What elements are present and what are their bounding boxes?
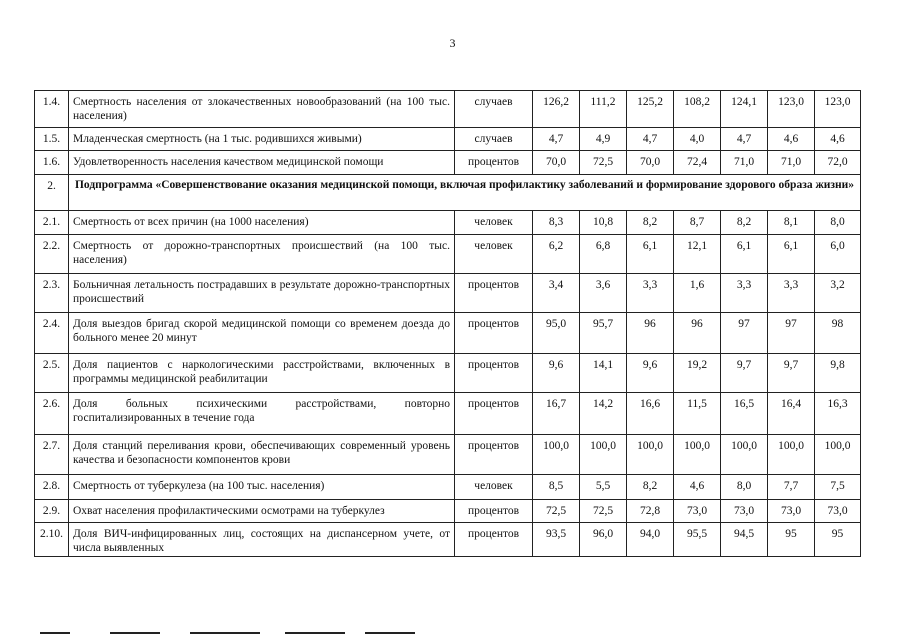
indicator-name: Удовлетворенность населения качеством медицинской помощи — [69, 151, 455, 175]
indicators-table — [34, 90, 861, 557]
value-cell: 100,0 — [580, 435, 627, 475]
value-cell: 70,0 — [627, 151, 674, 175]
value-cell: 16,3 — [815, 393, 861, 435]
section-row — [35, 175, 861, 211]
value-cell: 100,0 — [533, 435, 580, 475]
indicator-name: Доля станций переливания крови, обеспечивающих современный уровень качества и безопасности компонентов крови — [69, 435, 455, 475]
value-cell: 72,5 — [580, 500, 627, 523]
value-cell: 72,0 — [815, 151, 861, 175]
value-cell: 14,2 — [580, 393, 627, 435]
value-cell: 8,1 — [768, 211, 815, 235]
value-cell: 3,2 — [815, 274, 861, 313]
unit-cell: процентов — [455, 500, 533, 523]
value-cell: 94,5 — [721, 523, 768, 557]
value-cell: 72,4 — [674, 151, 721, 175]
value-cell: 5,5 — [580, 475, 627, 500]
value-cell: 19,2 — [674, 354, 721, 393]
value-cell: 6,1 — [768, 235, 815, 274]
row-number: 2.10. — [35, 523, 69, 557]
indicator-name: Больничная летальность пострадавших в результате дорожно-транспортных происшествий — [69, 274, 455, 313]
row-number: 2.7. — [35, 435, 69, 475]
value-cell: 108,2 — [674, 91, 721, 128]
value-cell: 8,5 — [533, 475, 580, 500]
value-cell: 100,0 — [768, 435, 815, 475]
value-cell: 1,6 — [674, 274, 721, 313]
table-row — [35, 91, 861, 128]
unit-cell: человек — [455, 475, 533, 500]
table-row — [35, 128, 861, 151]
value-cell: 96 — [674, 313, 721, 354]
value-cell: 98 — [815, 313, 861, 354]
value-cell: 16,6 — [627, 393, 674, 435]
unit-cell: процентов — [455, 151, 533, 175]
section-title: Подпрограмма «Совершенствование оказания медицинской помощи, включая профилактику заболеваний и формирование здорового образа жизни» — [69, 175, 861, 211]
value-cell: 8,7 — [674, 211, 721, 235]
value-cell: 125,2 — [627, 91, 674, 128]
unit-cell: случаев — [455, 128, 533, 151]
value-cell: 7,5 — [815, 475, 861, 500]
table-row — [35, 274, 861, 313]
value-cell: 4,7 — [721, 128, 768, 151]
indicator-name: Смертность населения от злокачественных новообразований (на 100 тыс. населения) — [69, 91, 455, 128]
value-cell: 123,0 — [768, 91, 815, 128]
table-row — [35, 393, 861, 435]
unit-cell: процентов — [455, 393, 533, 435]
value-cell: 8,3 — [533, 211, 580, 235]
unit-cell: человек — [455, 235, 533, 274]
value-cell: 6,8 — [580, 235, 627, 274]
value-cell: 11,5 — [674, 393, 721, 435]
value-cell: 14,1 — [580, 354, 627, 393]
footer-line — [285, 632, 345, 634]
value-cell: 95,7 — [580, 313, 627, 354]
value-cell: 16,4 — [768, 393, 815, 435]
value-cell: 93,5 — [533, 523, 580, 557]
value-cell: 9,8 — [815, 354, 861, 393]
value-cell: 73,0 — [768, 500, 815, 523]
table-row — [35, 435, 861, 475]
value-cell: 4,6 — [768, 128, 815, 151]
value-cell: 95,5 — [674, 523, 721, 557]
table-row — [35, 475, 861, 500]
value-cell: 12,1 — [674, 235, 721, 274]
value-cell: 3,4 — [533, 274, 580, 313]
value-cell: 73,0 — [721, 500, 768, 523]
footer-line — [40, 632, 70, 634]
row-number: 1.5. — [35, 128, 69, 151]
value-cell: 73,0 — [815, 500, 861, 523]
value-cell: 16,7 — [533, 393, 580, 435]
value-cell: 96 — [627, 313, 674, 354]
table-row — [35, 151, 861, 175]
table-body — [35, 91, 861, 557]
indicator-name: Смертность от всех причин (на 1000 населения) — [69, 211, 455, 235]
value-cell: 71,0 — [721, 151, 768, 175]
value-cell: 126,2 — [533, 91, 580, 128]
row-number: 2.2. — [35, 235, 69, 274]
value-cell: 6,2 — [533, 235, 580, 274]
value-cell: 3,6 — [580, 274, 627, 313]
value-cell: 9,7 — [721, 354, 768, 393]
row-number: 2.8. — [35, 475, 69, 500]
value-cell: 123,0 — [815, 91, 861, 128]
row-number: 1.4. — [35, 91, 69, 128]
row-number: 2.9. — [35, 500, 69, 523]
row-number: 2.5. — [35, 354, 69, 393]
value-cell: 72,5 — [533, 500, 580, 523]
unit-cell: процентов — [455, 313, 533, 354]
value-cell: 8,2 — [627, 211, 674, 235]
row-number: 2.3. — [35, 274, 69, 313]
table-row — [35, 235, 861, 274]
indicator-name: Доля ВИЧ-инфицированных лиц, состоящих на диспансерном учете, от числа выявленных — [69, 523, 455, 557]
value-cell: 6,0 — [815, 235, 861, 274]
value-cell: 95,0 — [533, 313, 580, 354]
value-cell: 8,2 — [721, 211, 768, 235]
value-cell: 4,9 — [580, 128, 627, 151]
value-cell: 71,0 — [768, 151, 815, 175]
value-cell: 3,3 — [768, 274, 815, 313]
value-cell: 8,0 — [815, 211, 861, 235]
value-cell: 95 — [768, 523, 815, 557]
indicator-name: Охват населения профилактическими осмотрами на туберкулез — [69, 500, 455, 523]
value-cell: 4,6 — [674, 475, 721, 500]
value-cell: 97 — [721, 313, 768, 354]
unit-cell: человек — [455, 211, 533, 235]
value-cell: 16,5 — [721, 393, 768, 435]
indicator-name: Смертность от туберкулеза (на 100 тыс. населения) — [69, 475, 455, 500]
value-cell: 72,5 — [580, 151, 627, 175]
value-cell: 95 — [815, 523, 861, 557]
row-number: 2. — [35, 175, 69, 211]
value-cell: 8,0 — [721, 475, 768, 500]
unit-cell: процентов — [455, 435, 533, 475]
footer-line — [190, 632, 260, 634]
value-cell: 7,7 — [768, 475, 815, 500]
indicator-name: Младенческая смертность (на 1 тыс. родившихся живыми) — [69, 128, 455, 151]
table-row — [35, 500, 861, 523]
value-cell: 100,0 — [721, 435, 768, 475]
value-cell: 72,8 — [627, 500, 674, 523]
unit-cell: процентов — [455, 523, 533, 557]
value-cell: 3,3 — [627, 274, 674, 313]
table-row — [35, 313, 861, 354]
footer-line — [365, 632, 415, 634]
indicator-name: Смертность от дорожно-транспортных происшествий (на 100 тыс. населения) — [69, 235, 455, 274]
table-row — [35, 523, 861, 557]
row-number: 2.6. — [35, 393, 69, 435]
value-cell: 124,1 — [721, 91, 768, 128]
value-cell: 4,0 — [674, 128, 721, 151]
value-cell: 9,6 — [533, 354, 580, 393]
value-cell: 70,0 — [533, 151, 580, 175]
value-cell: 100,0 — [674, 435, 721, 475]
indicator-name: Доля больных психическими расстройствами, повторно госпитализированных в течение года — [69, 393, 455, 435]
value-cell: 97 — [768, 313, 815, 354]
value-cell: 6,1 — [721, 235, 768, 274]
row-number: 2.1. — [35, 211, 69, 235]
indicator-name: Доля выездов бригад скорой медицинской помощи со временем доезда до больного менее 20 минут — [69, 313, 455, 354]
table-row — [35, 354, 861, 393]
indicator-name: Доля пациентов с наркологическими расстройствами, включенных в программы медицинской реабилитации — [69, 354, 455, 393]
value-cell: 73,0 — [674, 500, 721, 523]
value-cell: 9,6 — [627, 354, 674, 393]
footer-line — [110, 632, 160, 634]
value-cell: 4,6 — [815, 128, 861, 151]
unit-cell: процентов — [455, 274, 533, 313]
value-cell: 96,0 — [580, 523, 627, 557]
value-cell: 10,8 — [580, 211, 627, 235]
footer-lines — [40, 632, 460, 640]
value-cell: 111,2 — [580, 91, 627, 128]
value-cell: 6,1 — [627, 235, 674, 274]
value-cell: 94,0 — [627, 523, 674, 557]
row-number: 1.6. — [35, 151, 69, 175]
unit-cell: процентов — [455, 354, 533, 393]
value-cell: 4,7 — [533, 128, 580, 151]
table-row — [35, 211, 861, 235]
page-number: 3 — [449, 36, 456, 50]
value-cell: 9,7 — [768, 354, 815, 393]
value-cell: 100,0 — [815, 435, 861, 475]
value-cell: 4,7 — [627, 128, 674, 151]
unit-cell: случаев — [455, 91, 533, 128]
value-cell: 100,0 — [627, 435, 674, 475]
value-cell: 3,3 — [721, 274, 768, 313]
value-cell: 8,2 — [627, 475, 674, 500]
row-number: 2.4. — [35, 313, 69, 354]
